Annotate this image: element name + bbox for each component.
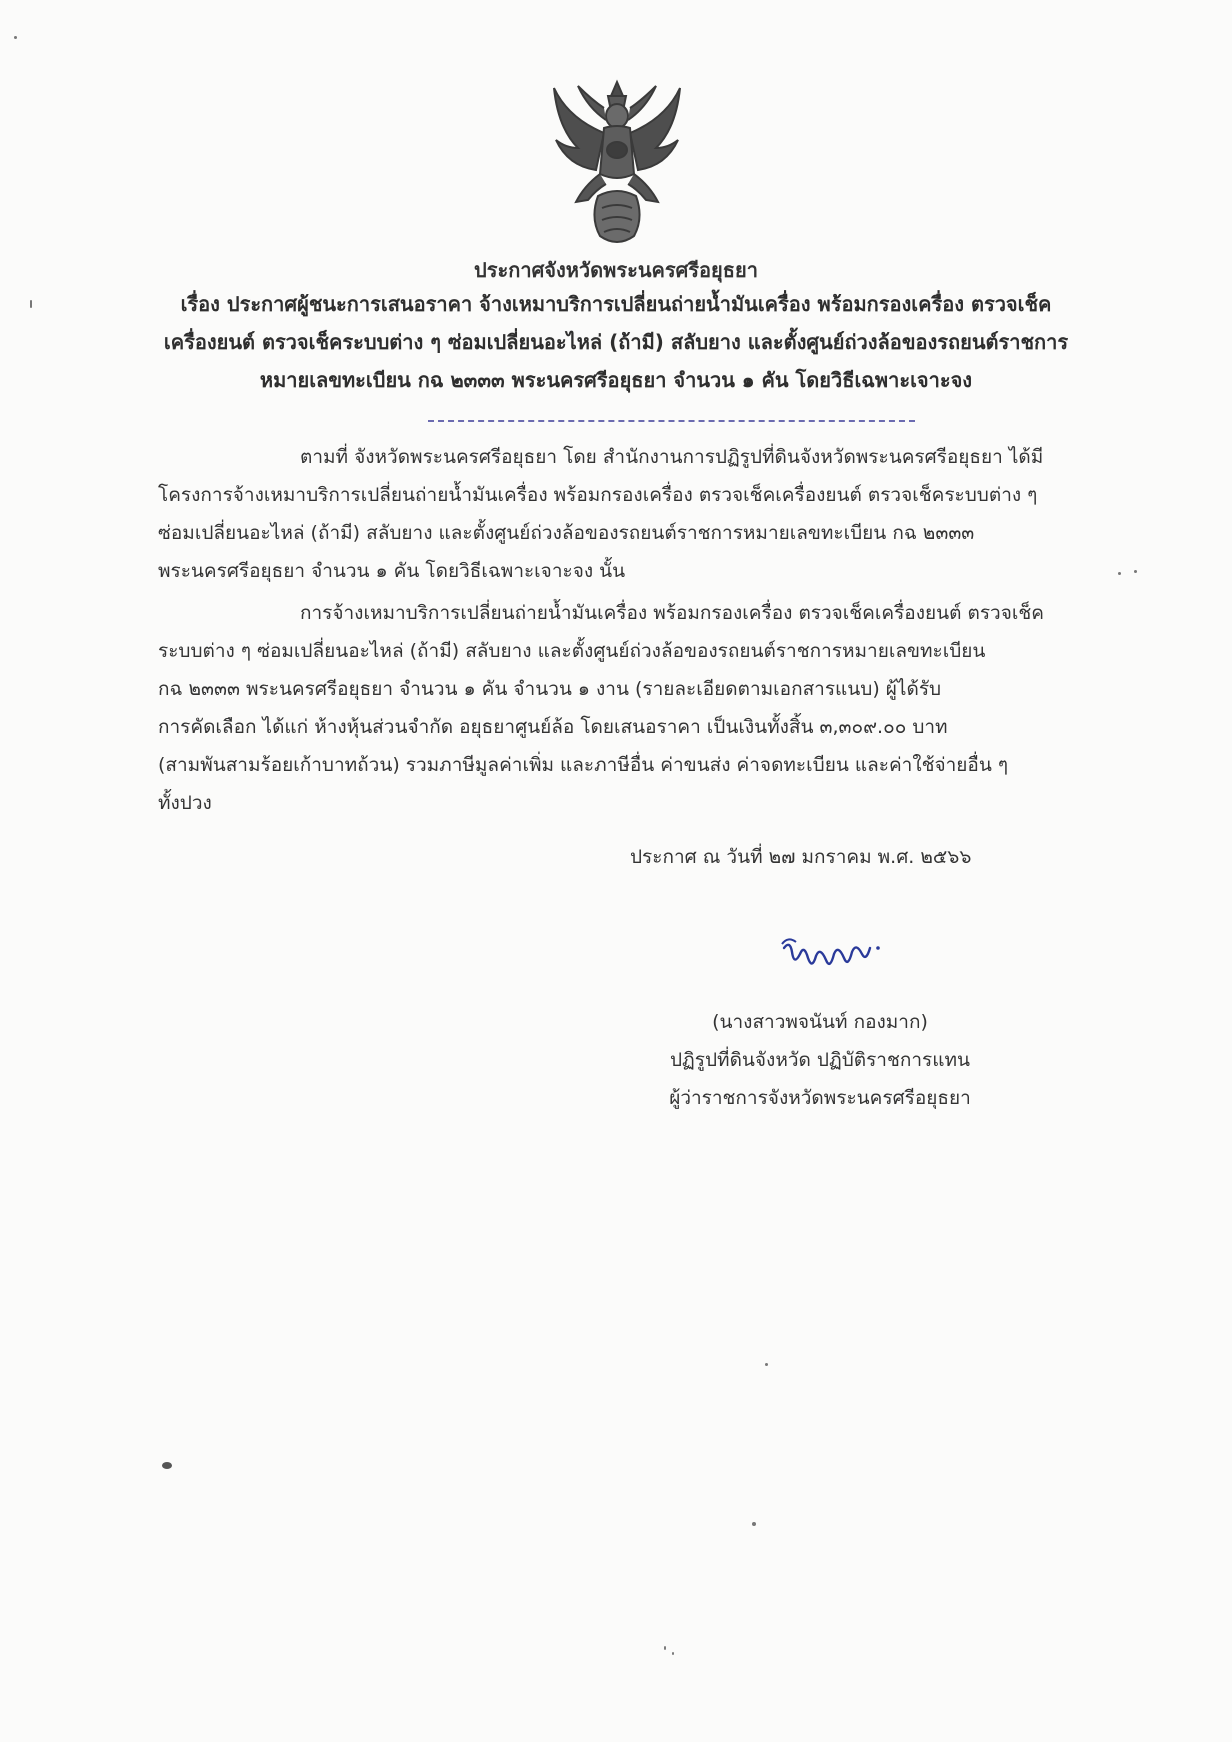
announcement-date: ประกาศ ณ วันที่ ๒๗ มกราคม พ.ศ. ๒๕๖๖ <box>630 846 972 868</box>
scan-speck <box>765 1363 768 1366</box>
paragraph-2-line: (สามพันสามร้อยเก้าบาทถ้วน) รวมภาษีมูลค่าเพิ่ม และภาษีอื่น ค่าขนส่ง ค่าจดทะเบียน และค่าใช้จ่ายอื่น ๆ <box>158 754 1009 776</box>
paragraph-2-line: การจ้างเหมาบริการเปลี่ยนถ่ายน้ำมันเครื่อง พร้อมกรองเครื่อง ตรวจเช็คเครื่องยนต์ ตรวจเช็ค <box>300 602 1044 624</box>
paragraph-1 <box>158 438 1090 590</box>
announcement-title: ประกาศจังหวัดพระนครศรีอยุธยา <box>474 258 758 282</box>
handwritten-signature <box>778 930 888 980</box>
paragraph-2 <box>158 594 1090 822</box>
garuda-emblem-icon <box>548 78 686 250</box>
paragraph-1-line: ซ่อมเปลี่ยนอะไหล่ (ถ้ามี) สลับยาง และตั้งศูนย์ถ่วงล้อของรถยนต์ราชการหมายเลขทะเบียน กฉ ๒๓๓๓ <box>158 522 975 544</box>
scan-speck <box>1118 572 1121 575</box>
scan-speck <box>672 1652 674 1655</box>
scan-speck <box>752 1522 756 1526</box>
dashed-divider <box>428 420 915 422</box>
subject-line-3: หมายเลขทะเบียน กฉ ๒๓๓๓ พระนครศรีอยุธยา จำนวน ๑ คัน โดยวิธีเฉพาะเจาะจง <box>259 368 973 392</box>
signer-position-1: ปฏิรูปที่ดินจังหวัด ปฏิบัติราชการแทน <box>669 1049 971 1071</box>
signer-position-2: ผู้ว่าราชการจังหวัดพระนครศรีอยุธยา <box>669 1087 971 1109</box>
scan-speck <box>162 1462 172 1469</box>
paragraph-1-line: โครงการจ้างเหมาบริการเปลี่ยนถ่ายน้ำมันเครื่อง พร้อมกรองเครื่อง ตรวจเช็คเครื่องยนต์ ตรวจเช็คระบบต่าง ๆ <box>158 484 1038 506</box>
signer-name: (นางสาวพจนันท์ กองมาก) <box>712 1011 928 1033</box>
scan-speck <box>1134 570 1137 573</box>
scan-speck <box>664 1646 666 1650</box>
paragraph-2-line: การคัดเลือก ได้แก่ ห้างหุ้นส่วนจำกัด อยุธยาศูนย์ล้อ โดยเสนอราคา เป็นเงินทั้งสิ้น ๓,๓๐๙.๐๐ บาท <box>158 716 948 738</box>
scan-speck <box>30 300 32 308</box>
paragraph-2-line: ระบบต่าง ๆ ซ่อมเปลี่ยนอะไหล่ (ถ้ามี) สลับยาง และตั้งศูนย์ถ่วงล้อของรถยนต์ราชการหมายเลขทะเบียน <box>158 640 986 662</box>
paragraph-2-line: กฉ ๒๓๓๓ พระนครศรีอยุธยา จำนวน ๑ คัน จำนวน ๑ งาน (รายละเอียดตามเอกสารแนบ) ผู้ได้รับ <box>158 678 942 700</box>
paragraph-1-line: ตามที่ จังหวัดพระนครศรีอยุธยา โดย สำนักงานการปฏิรูปที่ดินจังหวัดพระนครศรีอยุธยา ได้มี <box>300 446 1044 468</box>
subject-line-2: เครื่องยนต์ ตรวจเช็คระบบต่าง ๆ ซ่อมเปลี่ยนอะไหล่ (ถ้ามี) สลับยาง และตั้งศูนย์ถ่วงล้อของรถยนต์ราชการ <box>163 330 1069 354</box>
scan-speck <box>14 36 17 39</box>
paragraph-1-line: พระนครศรีอยุธยา จำนวน ๑ คัน โดยวิธีเฉพาะเจาะจง นั้น <box>158 560 626 582</box>
subject-line-1: เรื่อง ประกาศผู้ชนะการเสนอราคา จ้างเหมาบริการเปลี่ยนถ่ายน้ำมันเครื่อง พร้อมกรองเครื่อง ตรวจเช็ค <box>180 292 1052 316</box>
paragraph-2-line: ทั้งปวง <box>158 792 212 814</box>
